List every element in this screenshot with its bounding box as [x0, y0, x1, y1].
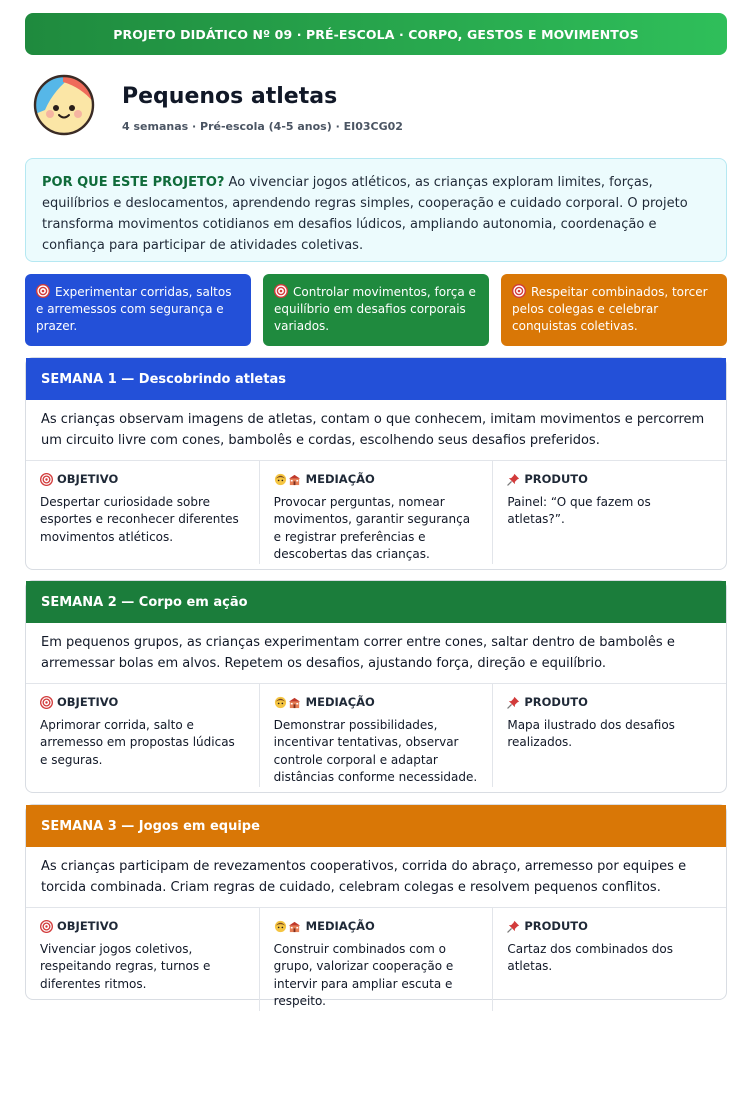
- week-description: As crianças observam imagens de atletas, contam o que conhecem, imitam movimentos e percorrem um circuito livre com cones, bambolês e cordas, escolhendo seus desafios preferidos.: [26, 400, 726, 461]
- goal-text-2: Controlar movimentos, força e equilíbrio em desafios corporais variados.: [274, 285, 476, 333]
- why-project-text: Ao vivenciar jogos atléticos, as crianças exploram limites, forças, equilíbrios e deslocamentos, aprendendo regras simples, cooperação e cuidado corporal. O projeto transforma movimentos cotidianos em desafios lúdicos, ampliando autonomia, coordenação e confiança para participar de atividades coletivas.: [42, 175, 688, 253]
- school-icon: [288, 696, 301, 709]
- objetivo-label: OBJETIVO: [57, 695, 119, 709]
- mediacao-label: MEDIAÇÃO: [305, 472, 375, 486]
- pushpin-icon: [507, 473, 520, 486]
- week-card-3: [25, 804, 727, 1008]
- week-description: As crianças participam de revezamentos cooperativos, corrida do abraço, arremesso por equipes e torcida combinada. Criam regras de cuidado, celebram colegas e resolvem pequenos conflitos.: [26, 847, 726, 908]
- banner-text: PROJETO DIDÁTICO Nº 09 · PRÉ-ESCOLA · CORPO, GESTOS E MOVIMENTOS: [113, 26, 639, 42]
- goal-card-2: [263, 274, 489, 346]
- goal-card-1: [25, 274, 251, 346]
- week-card-2: [25, 580, 727, 793]
- project-banner: [25, 13, 727, 55]
- week-title: SEMANA 2 — Corpo em ação: [41, 594, 248, 610]
- mediacao-column: [259, 908, 493, 1011]
- produto-text: Cartaz dos combinados dos atletas.: [507, 941, 673, 973]
- goal-cards: [25, 274, 727, 346]
- objetivo-label: OBJETIVO: [57, 472, 119, 486]
- mediacao-column: [259, 461, 493, 564]
- person-icon: [274, 920, 287, 933]
- week-header: [26, 805, 726, 847]
- project-header: [33, 74, 723, 140]
- target-icon: [36, 284, 50, 298]
- objetivo-text: Aprimorar corrida, salto e arremesso em propostas lúdicas e seguras.: [40, 717, 235, 767]
- objetivo-text: Vivenciar jogos coletivos, respeitando regras, turnos e diferentes ritmos.: [40, 941, 211, 991]
- mediacao-text: Provocar perguntas, nomear movimentos, garantir segurança e registrar preferências e descobertas das crianças.: [273, 494, 471, 561]
- produto-text: Painel: “O que fazem os atletas?”.: [507, 494, 651, 526]
- week-columns: [26, 684, 726, 787]
- target-icon: [512, 284, 526, 298]
- page-subtitle: 4 semanas · Pré-escola (4-5 anos) · EI03CG02: [122, 120, 403, 133]
- week-columns: [26, 461, 726, 564]
- week-header: [26, 358, 726, 400]
- produto-column: [492, 908, 726, 1011]
- mediacao-text: Construir combinados com o grupo, valorizar cooperação e intervir para ampliar escuta e respeito.: [273, 941, 454, 1008]
- objetivo-column: [26, 461, 259, 564]
- target-icon: [40, 920, 53, 933]
- goal-text-1: Experimentar corridas, saltos e arremessos com segurança e prazer.: [36, 285, 232, 333]
- week-columns: [26, 908, 726, 1011]
- week-title: SEMANA 3 — Jogos em equipe: [41, 818, 260, 834]
- produto-text: Mapa ilustrado dos desafios realizados.: [507, 717, 675, 749]
- target-icon: [40, 473, 53, 486]
- produto-label: PRODUTO: [524, 695, 588, 709]
- mediacao-column: [259, 684, 493, 787]
- objetivo-text: Despertar curiosidade sobre esportes e reconhecer diferentes movimentos atléticos.: [40, 494, 239, 544]
- target-icon: [274, 284, 288, 298]
- goal-text-3: Respeitar combinados, torcer pelos colegas e celebrar conquistas coletivas.: [512, 285, 708, 333]
- why-project-label: POR QUE ESTE PROJETO?: [42, 175, 225, 190]
- week-description: Em pequenos grupos, as crianças experimentam correr entre cones, saltar dentro de bambolês e arremessar bolas em alvos. Repetem os desafios, ajustando força, direção e equilíbrio.: [26, 623, 726, 684]
- person-icon: [274, 473, 287, 486]
- mediacao-text: Demonstrar possibilidades, incentivar tentativas, observar controle corporal e adaptar distâncias conforme necessidade.: [273, 717, 478, 784]
- smiling-ball-icon: [33, 74, 95, 136]
- school-icon: [288, 920, 301, 933]
- person-icon: [274, 696, 287, 709]
- goal-card-3: [501, 274, 727, 346]
- pushpin-icon: [507, 920, 520, 933]
- produto-column: [492, 461, 726, 564]
- objetivo-label: OBJETIVO: [57, 919, 119, 933]
- produto-column: [492, 684, 726, 787]
- objetivo-column: [26, 908, 259, 1011]
- week-title: SEMANA 1 — Descobrindo atletas: [41, 371, 286, 387]
- produto-label: PRODUTO: [524, 472, 588, 486]
- produto-label: PRODUTO: [524, 919, 588, 933]
- why-project-box: [25, 158, 727, 262]
- mediacao-label: MEDIAÇÃO: [305, 695, 375, 709]
- week-card-1: [25, 357, 727, 570]
- page-title: Pequenos atletas: [122, 84, 338, 109]
- objetivo-column: [26, 684, 259, 787]
- pushpin-icon: [507, 696, 520, 709]
- school-icon: [288, 473, 301, 486]
- mediacao-label: MEDIAÇÃO: [305, 919, 375, 933]
- target-icon: [40, 696, 53, 709]
- week-header: [26, 581, 726, 623]
